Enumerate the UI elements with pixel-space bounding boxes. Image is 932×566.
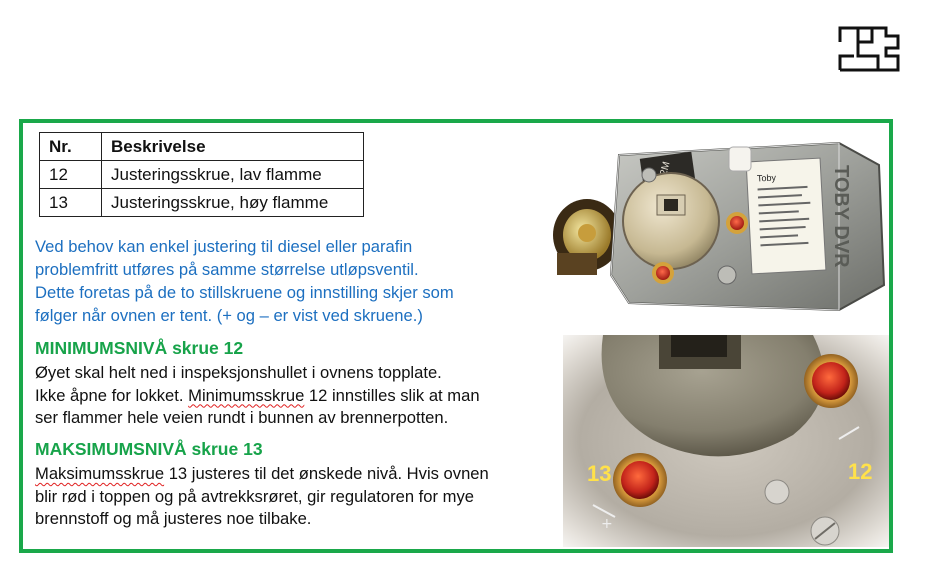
label-brand: Toby <box>756 172 777 184</box>
min-line <box>35 385 565 408</box>
intro-line: følger når ovnen er tent. (+ og – er vist ved skruene.) <box>35 306 423 325</box>
term-maksimumsskrue: Maksimumsskrue <box>35 464 165 483</box>
screws-closeup-photo <box>563 335 889 552</box>
cell-description: Justeringsskrue, lav flamme <box>102 161 364 189</box>
intro-line: Dette foretas på de to stillskruene og innstilling skjer som <box>35 283 454 302</box>
table-row <box>40 189 364 217</box>
max-line: blir rød i toppen og på avtrekksrøret, gir regulatoren for mye <box>35 486 474 506</box>
parts-table <box>39 132 364 217</box>
table-header-row <box>40 133 364 161</box>
content-frame <box>19 119 893 553</box>
max-heading: MAKSIMUMSNIVÅ skrue 13 <box>35 439 263 459</box>
cell-nr: 13 <box>40 189 102 217</box>
intro-paragraph <box>35 235 575 327</box>
max-line: brennstoff og må justeres noe tilbake. <box>35 509 312 528</box>
text-span: 13 justeres til det ønskede nivå. Hvis ovnen <box>164 464 489 483</box>
intro-line: Ved behov kan enkel justering til diesel eller parafin <box>35 237 413 256</box>
text-span: 12 innstilles slik at man <box>304 385 480 405</box>
max-line <box>35 463 565 486</box>
header-nr: Nr. <box>40 133 102 161</box>
st-logo <box>838 24 902 74</box>
term-minimumsskrue: Minimumsskrue <box>188 385 305 405</box>
min-line: Øyet skal helt ned i inspeksjonshullet i ovnens topplate. <box>35 363 442 382</box>
screw-13-label: 13 <box>587 461 612 486</box>
svg-text:+: + <box>601 516 613 532</box>
header-description: Beskrivelse <box>102 133 364 161</box>
max-paragraph <box>35 463 565 531</box>
cell-nr: 12 <box>40 161 102 189</box>
text-span: Ikke åpne for lokket. <box>35 385 189 405</box>
min-paragraph <box>35 362 565 430</box>
table-row <box>40 161 364 189</box>
min-line: ser flammer hele veien rundt i bunnen av brennerpotten. <box>35 408 449 427</box>
screw-12-label: 12 <box>848 459 873 484</box>
min-heading: MINIMUMSNIVÅ skrue 12 <box>35 338 244 358</box>
cell-description: Justeringsskrue, høy flamme <box>102 189 364 217</box>
intro-line: problemfritt utføres på samme størrelse utløpsventil. <box>35 260 419 279</box>
regulator-photo <box>539 125 887 330</box>
side-text: TOBY DVR <box>830 165 852 268</box>
